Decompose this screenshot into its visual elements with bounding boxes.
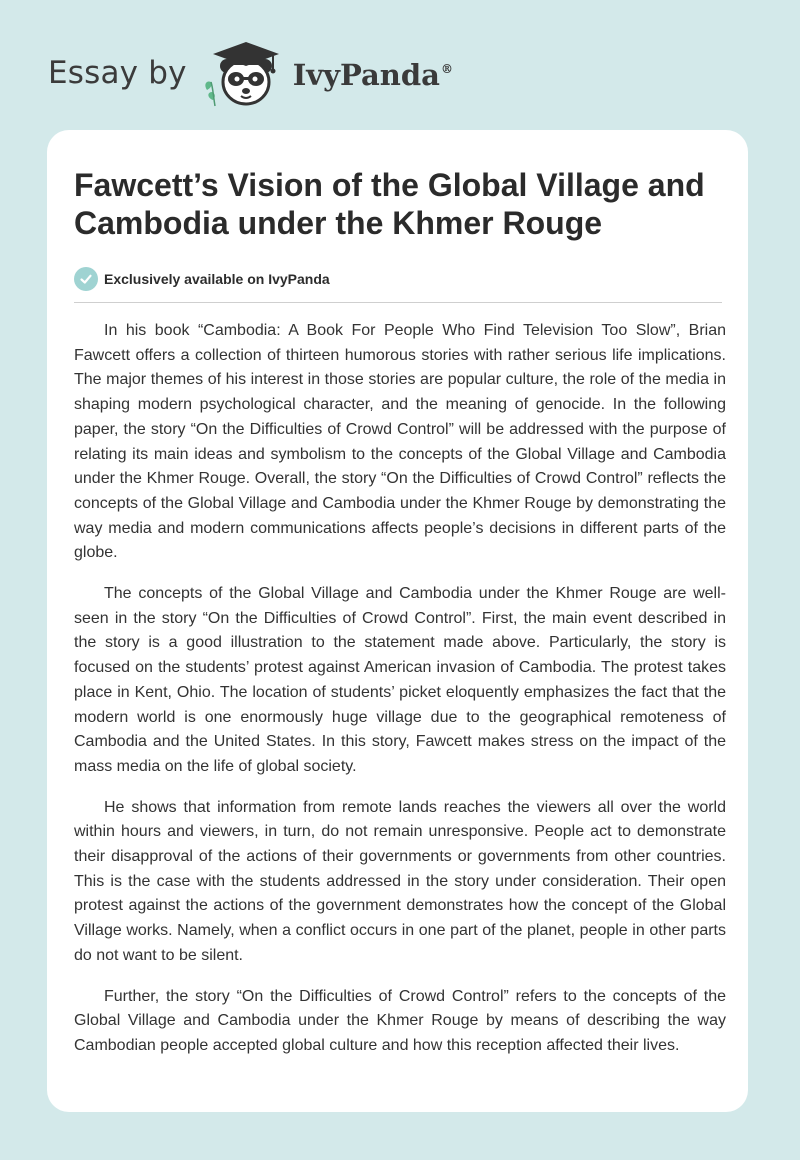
paragraph: Further, the story “On the Difficulties of Crowd Control” refers to the concepts of the Global Village and Cambodia under the Khmer Rouge by means of describing the way Cambodian people accepted global culture and how this reception affected their lives.: [74, 987, 726, 1054]
essay-by-label: Essay by: [48, 55, 187, 91]
paragraph: He shows that information from remote lands reaches the viewers all over the world within hours and viewers, in turn, do not remain unresponsive. People act to demonstrate their disapproval of the actions of their governments or governments from other countries. This is the case with the students addressed in the story under consideration. Their open protest against the actions of the government demonstrates how the concept of the Global Village works. Namely, when a conflict occurs in one part of the planet, people in other parts do not want to be silent.: [74, 798, 726, 964]
paragraph: In his book “Cambodia: A Book For People Who Find Television Too Slow”, Brian Fawcett offers a collection of thirteen humorous stories with rather serious life implications. The major themes of his interest in those stories are popular culture, the role of the media in shaping modern psychological character, and the meaning of genocide. In the following paper, the story “On the Difficulties of Crowd Control” will be addressed with the purpose of relating its main ideas and symbolism to the concepts of the Global Village and Cambodia under the Khmer Rouge. Overall, the story “On the Difficulties of Crowd Control” reflects the concepts of the Global Village and Cambodia under the Khmer Rouge by demonstrating the way media and modern communications affects people’s decisions in different parts of the globe.: [74, 322, 726, 562]
essay-body: [74, 319, 726, 1059]
essay-card: [47, 130, 748, 1112]
essay-title: Fawcett’s Vision of the Global Village and Cambodia under the Khmer Rouge: [74, 167, 705, 241]
brand-name-text: IvyPanda: [292, 58, 440, 92]
brand-name[interactable]: [293, 58, 453, 92]
divider: [74, 302, 722, 303]
exclusive-badge: [74, 266, 722, 292]
registered-mark: ®: [440, 62, 453, 76]
paragraph: The concepts of the Global Village and Cambodia under the Khmer Rouge are well-seen in the story “On the Difficulties of Crowd Control”. First, the main event described in the story is a good illustration to the statement made above. Particularly, the story is focused on the students’ protest against American invasion of Cambodia. The protest takes place in Kent, Ohio. The location of students’ picket eloquently emphasizes the fact that the modern world is one enormously huge village due to the geographical remoteness of Cambodia and the United States. In this story, Fawcett makes stress on the impact of the mass media on the life of global society.: [74, 585, 726, 775]
exclusive-label: Exclusively available on IvyPanda: [104, 271, 330, 287]
check-icon: [74, 267, 98, 291]
panda-graduate-logo-icon[interactable]: [201, 36, 291, 110]
site-header: [48, 36, 453, 110]
